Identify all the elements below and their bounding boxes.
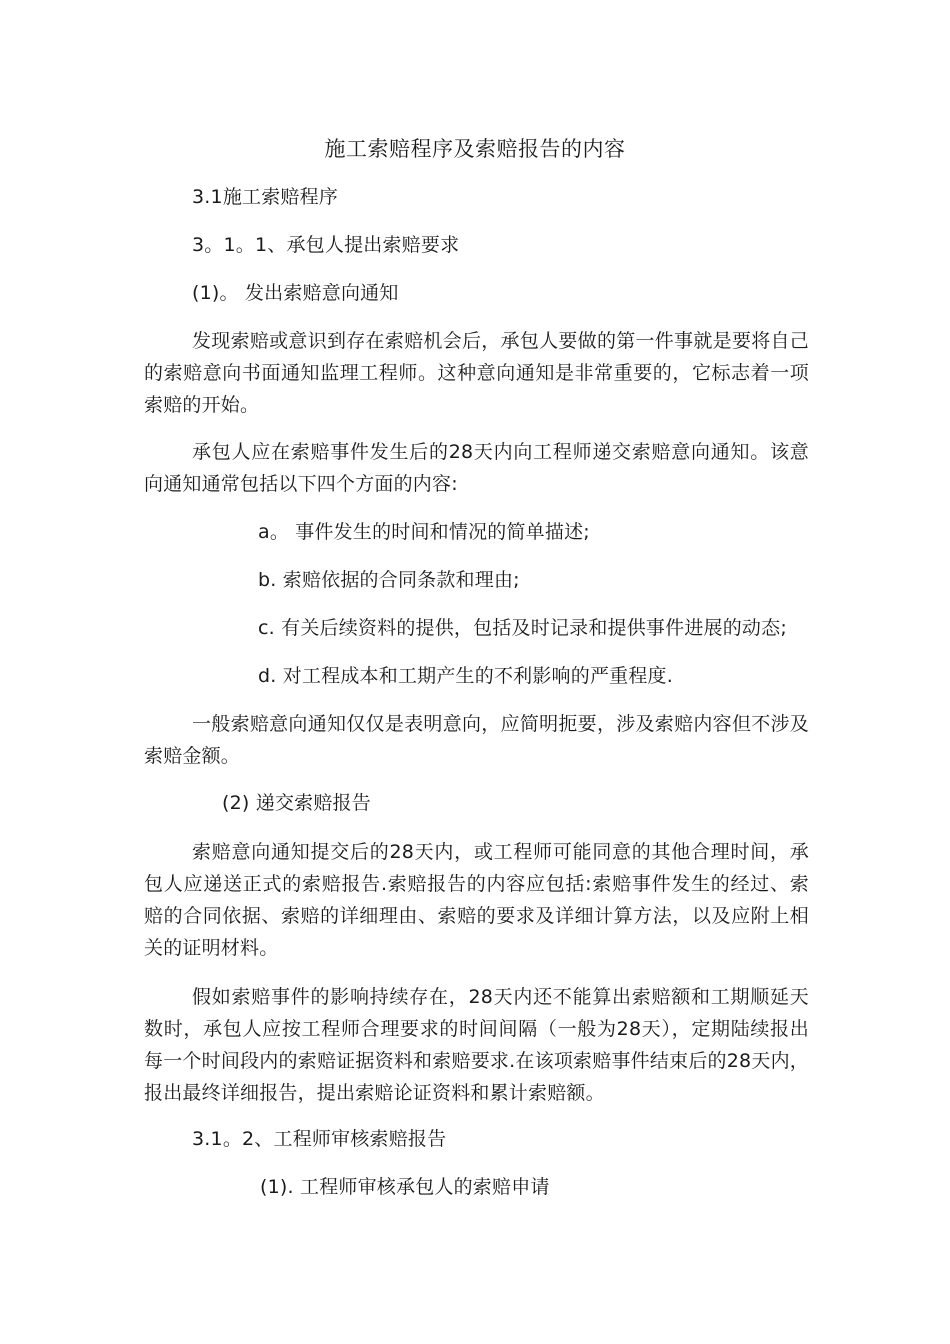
section-heading-3-1-2: 3.1。2、工程师审核索赔报告	[192, 1128, 447, 1150]
paragraph-5: 假如索赔事件的影响持续存在，28天内还不能算出索赔额和工期顺延天数时，承包人应按工程师合理要求的时间间隔（一般为28天），定期陆续报出每一个时间段内的索赔证据资料和索赔要求.在该项索赔事件结束后的28天内，报出最终详细报告，提出索赔论证资料和累计索赔额。	[144, 986, 809, 1104]
list-item-a: a。 事件发生的时间和情况的简单描述;	[258, 521, 590, 543]
subheading-item-1: (1)。 发出索赔意向通知	[192, 282, 399, 304]
paragraph-1: 发现索赔或意识到存在索赔机会后，承包人要做的第一件事就是要将自己的索赔意向书面通知监理工程师。这种意向通知是非常重要的，它标志着一项索赔的开始。	[144, 330, 809, 416]
section-heading-3-1-1: 3。1。1、承包人提出索赔要求	[192, 234, 460, 256]
list-item-c: c. 有关后续资料的提供，包括及时记录和提供事件进展的动态;	[258, 617, 787, 639]
paragraph-3: 一般索赔意向通知仅仅是表明意向，应简明扼要，涉及索赔内容但不涉及索赔金额。	[144, 713, 809, 767]
section-heading-3-1: 3.1施工索赔程序	[192, 186, 339, 208]
list-item-d: d. 对工程成本和工期产生的不利影响的严重程度.	[258, 665, 673, 687]
paragraph-4: 索赔意向通知提交后的28天内，或工程师可能同意的其他合理时间，承包人应递送正式的索赔报告.索赔报告的内容应包括:索赔事件发生的经过、索赔的合同依据、索赔的详细理由、索赔的要求及详细计算方法，以及应附上相关的证明材料。	[144, 841, 809, 959]
document-title: 施工索赔程序及索赔报告的内容	[324, 137, 626, 161]
subheading-item-2: (2) 递交索赔报告	[222, 792, 371, 814]
paragraph-2: 承包人应在索赔事件发生后的28天内向工程师递交索赔意向通知。该意向通知通常包括以下四个方面的内容:	[144, 441, 809, 495]
list-item-b: b. 索赔依据的合同条款和理由;	[258, 569, 520, 591]
subheading-item-3: (1). 工程师审核承包人的索赔申请	[260, 1176, 550, 1198]
